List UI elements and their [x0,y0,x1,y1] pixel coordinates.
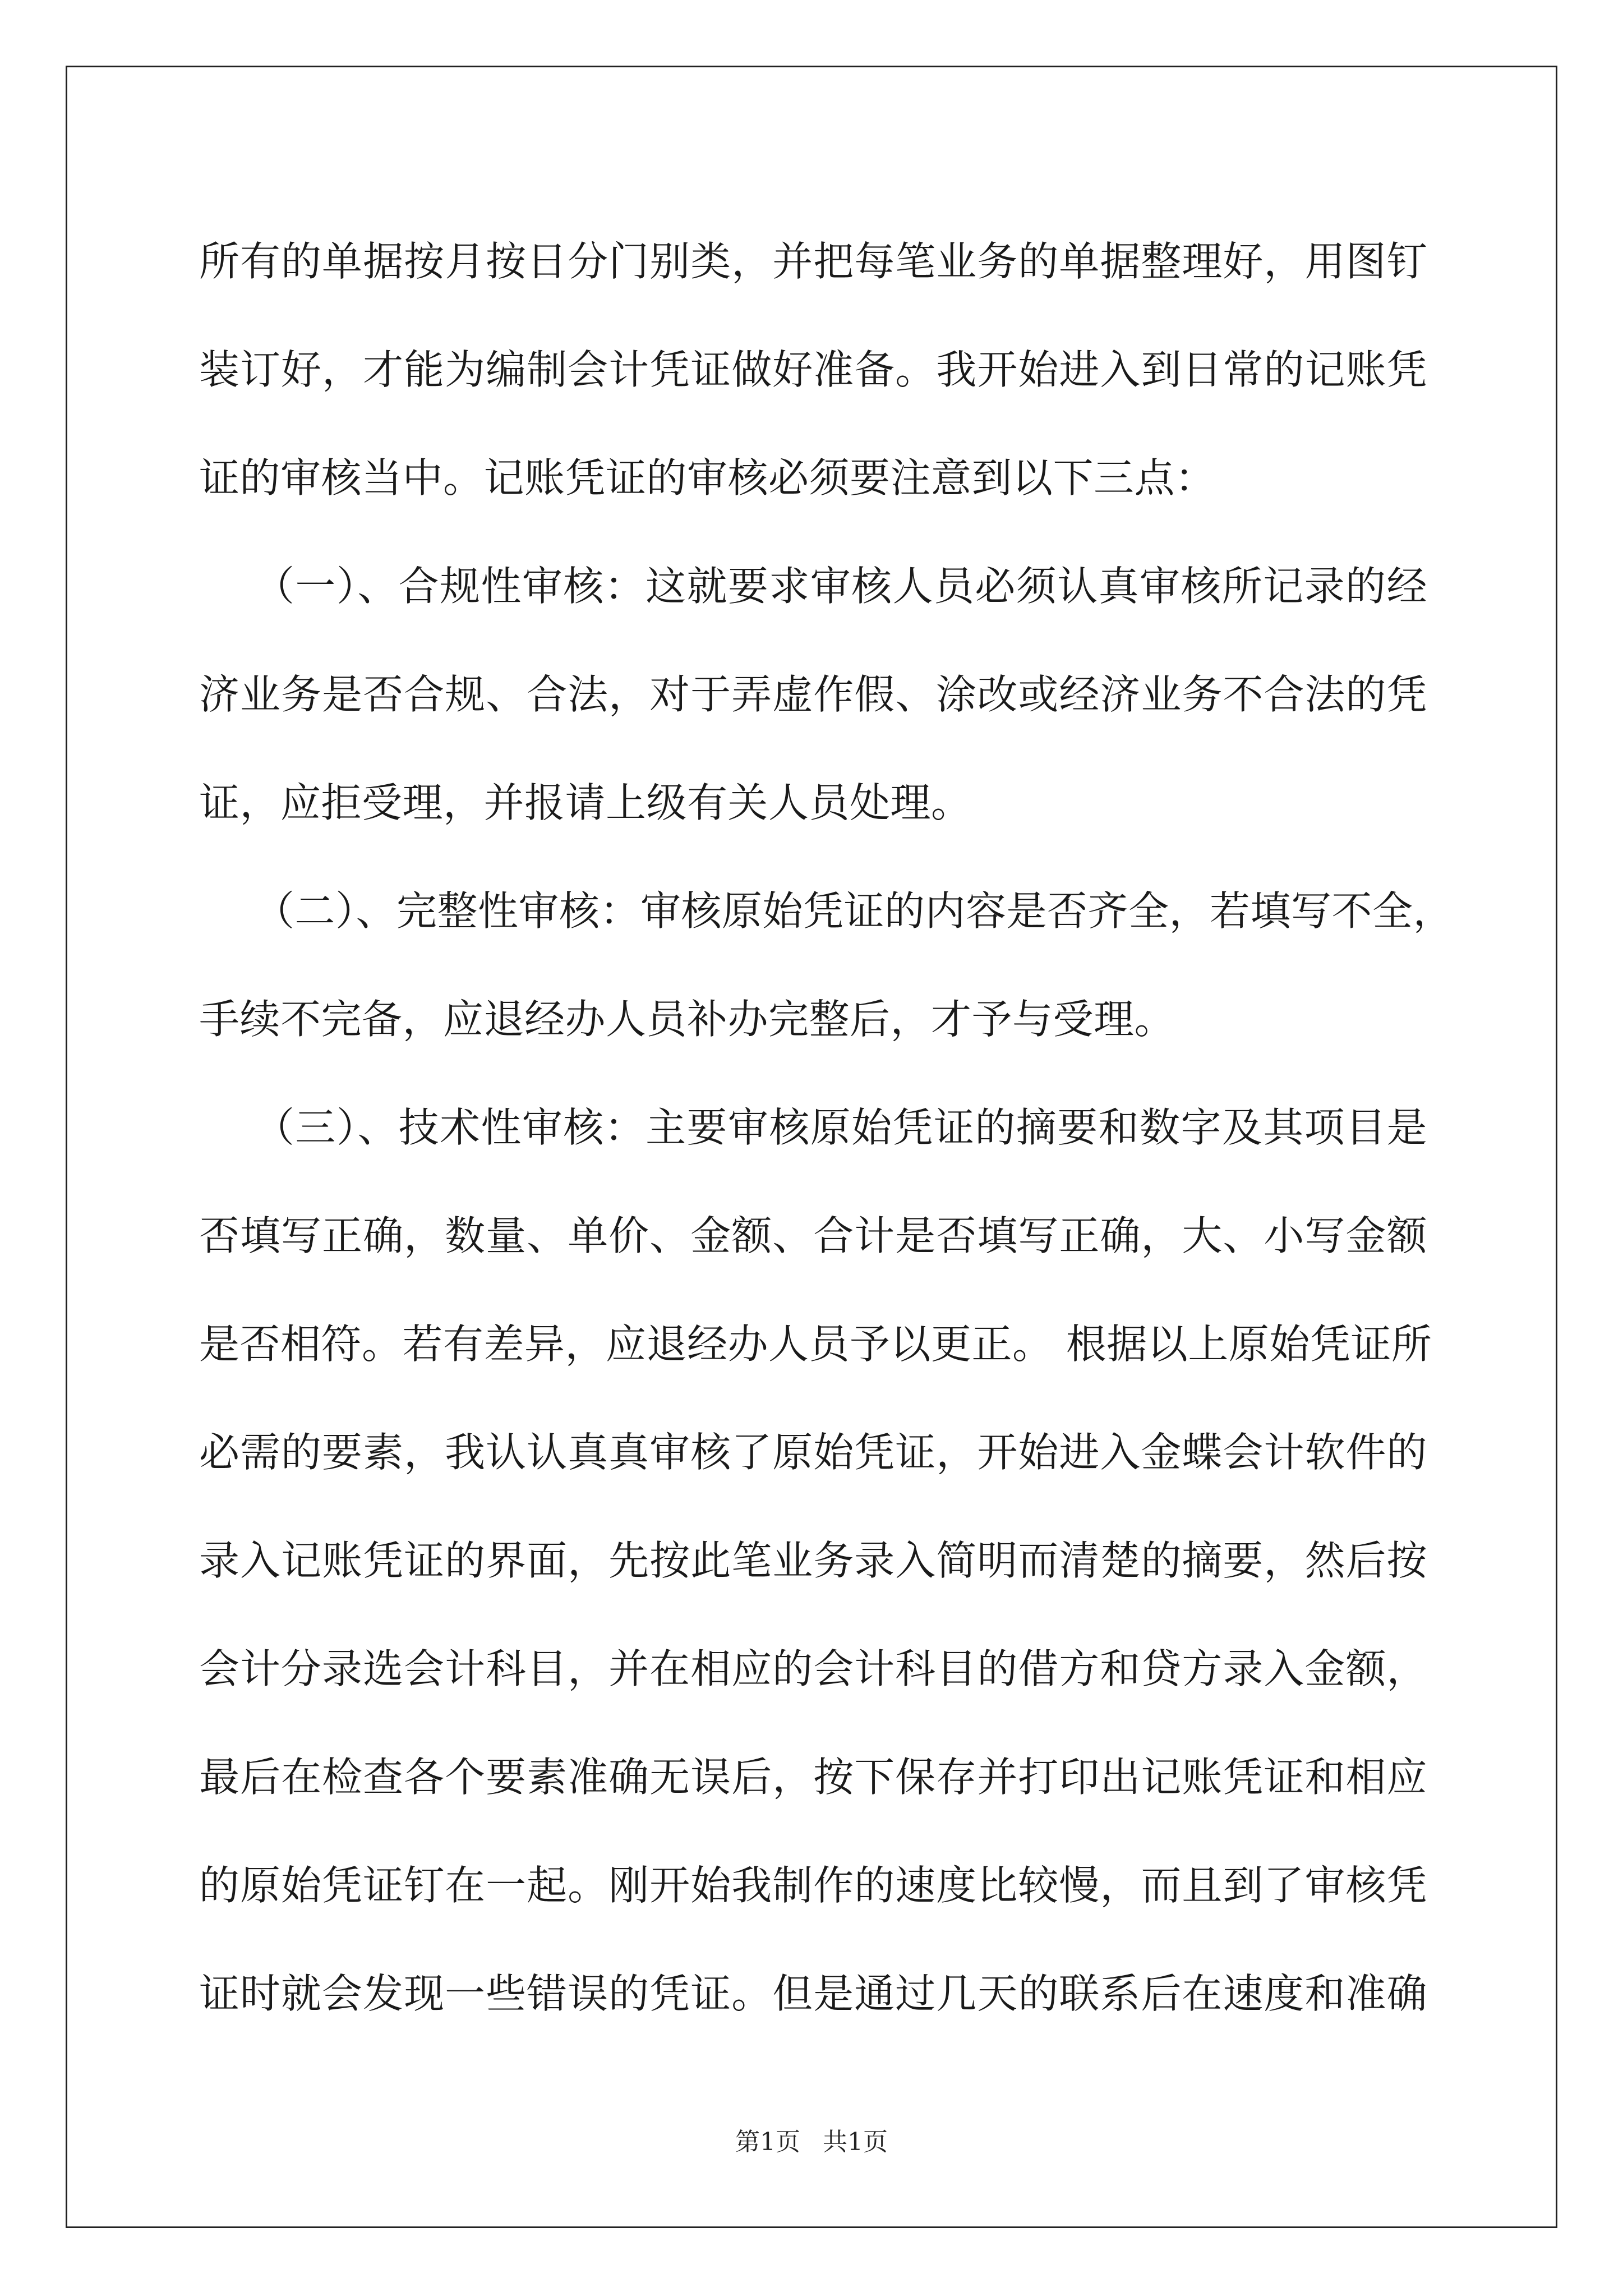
page-number-total: 共1页 [823,2128,888,2156]
text-line: （二）、完整性审核：审核原始凭证的内容是否齐全，若填写不全， [254,887,1454,935]
text-line: 装订好，才能为编制会计凭证做好准备。我开始进入到日常的记账凭 [199,346,1427,393]
text-line: 是否相符。若有差异，应退经办人员予以更正。 根据以上原始凭证所 [199,1320,1432,1368]
page-number-current: 第1页 [735,2128,800,2156]
text-line: 证，应拒受理，并报请上级有关人员处理。 [199,779,972,826]
text-line: 最后在检查各个要素准确无误后，按下保存并打印出记账凭证和相应 [199,1754,1427,1801]
text-line: 济业务是否合规、合法，对于弄虚作假、涂改或经济业务不合法的凭 [199,671,1427,718]
text-line: 否填写正确，数量、单价、金额、合计是否填写正确，大、小写金额 [199,1212,1427,1259]
text-line: 必需的要素，我认认真真审核了原始凭证，开始进入金蝶会计软件的 [199,1429,1427,1476]
text-line: （三）、技术性审核：主要审核原始凭证的摘要和数字及其项目是 [254,1104,1427,1151]
text-line: 证时就会发现一些错误的凭证。但是通过几天的联系后在速度和准确 [199,1970,1427,2017]
text-line: 手续不完备，应退经办人员补办完整后，才予与受理。 [199,996,1175,1043]
text-line: （一）、合规性审核：这就要求审核人员必须认真审核所记录的经 [254,563,1427,610]
text-line: 的原始凭证钉在一起。刚开始我制作的速度比较慢，而且到了审核凭 [199,1862,1427,1909]
text-line: 证的审核当中。记账凭证的审核必须要注意到以下三点： [199,454,1216,501]
text-line: 所有的单据按月按日分门别类，并把每笔业务的单据整理好，用图钉 [199,238,1427,285]
text-line: 录入记账凭证的界面，先按此笔业务录入简明而清楚的摘要，然后按 [199,1537,1427,1584]
page-footer [0,2122,1623,2157]
document-body [199,208,1454,2048]
text-line: 会计分录选会计科目，并在相应的会计科目的借方和贷方录入金额， [199,1645,1427,1692]
